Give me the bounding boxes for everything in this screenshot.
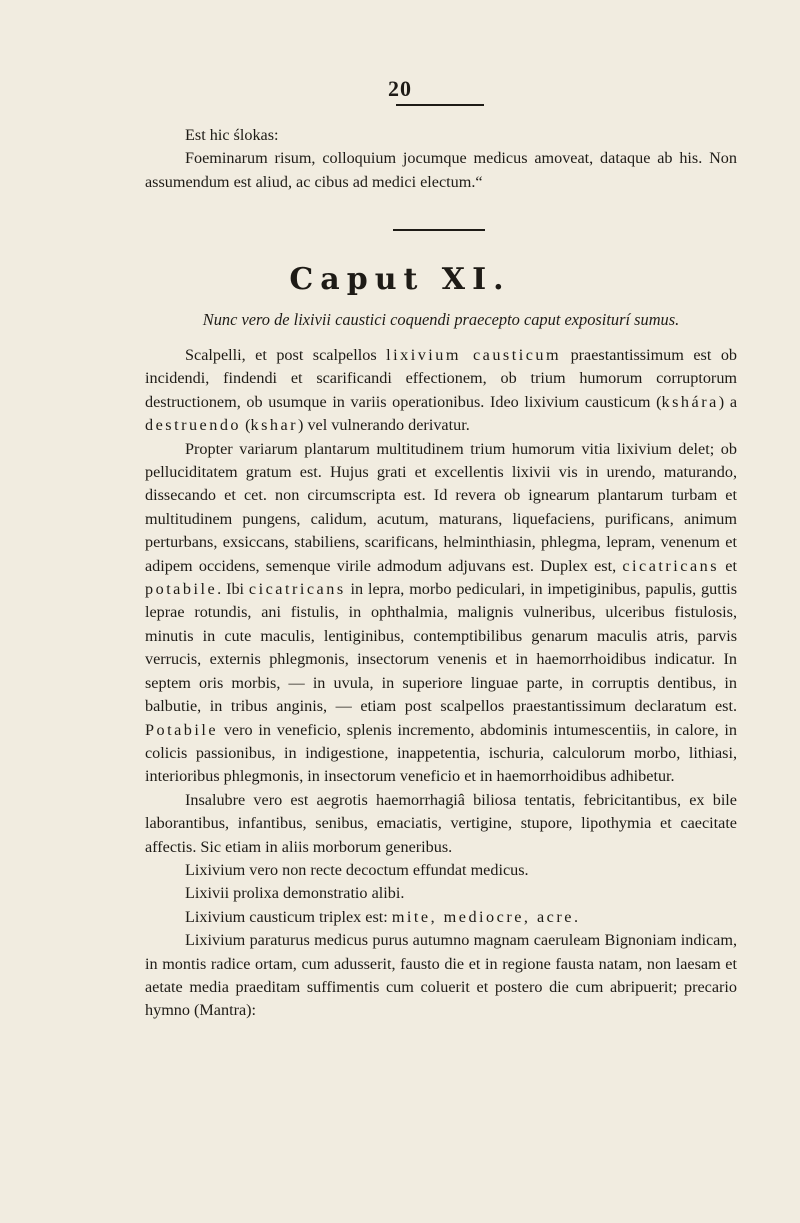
page-number: 20 xyxy=(388,76,412,101)
chapter-body xyxy=(145,344,737,1023)
chapter-title: Caput XI. xyxy=(289,262,511,297)
paragraph-2: Propter variarum plantarum multitudinem trium humorum vitia lixivium delet; ob pelluciditatem gratum est. Hujus grati et excellentis lixivii vis in urendo, maturando, dissecando et cet. non circumscripta est. Id revera ob ignearum plantarum turbam et multitudinem pungens, calidum, acutum, maturans, liquefaciens, purificans, animum perturbans, exsiccans, stabiliens, scarificans, helminthiasin, phlegma, lepram, venenum et adipem occidens, semenque virile admodum adjuvans est. Duplex est, cicatricans et potabile. Ibi cicatricans in lepra, morbo pediculari, in impetiginibus, papulis, guttis leprae rotundis, ani fistulis, in ophthalmia, malignis vulneribus, ulceribus fistulosis, minutis in cute maculis, lentiginibus, contemptibilibus genarum maculis atris, parvis verrucis, externis phlegmonis, insectorum venenis et in haemorrhoidibus indicatur. In septem oris morbis, — in uvula, in superiore linguae parte, in corruptis dentibus, in balbutie, in tribus anginis, — etiam post scalpellos praestantissimum declaratum est. Potabile vero in veneficio, splenis incremento, abdominis intumescentiis, in calore, in colicis passionibus, in indigestione, inappetentia, ischuria, calculorum morbo, lithiasi, interioribus phlegmonis, in insectorum veneficio et in haemorrhoidibus adhibetur. xyxy=(145,439,737,786)
paragraph-5: Lixivii prolixa demonstratio alibi. xyxy=(185,884,405,903)
intro-line-2: Foeminarum risum, colloquium jocumque medicus amoveat, dataque ab his. Non assumendum est aliud, ac cibus ad medici electum.“ xyxy=(145,149,737,191)
paragraph-7: Lixivium paraturus medicus purus autumno magnam caeruleam Bignoniam indicam, in montis radice ortam, cum adusserit, fausto die et in regione fausta natam, non laesam et aetate media praeditam suffimentis cum coluerit et postero die cum abripuerit; precario hymno (Mantra): xyxy=(145,931,737,1020)
chapter-subtitle: Nunc vero de lixivii caustici coquendi praecepto caput expositurí sumus. xyxy=(202,310,680,329)
section-divider xyxy=(393,229,485,231)
paragraph-1: Scalpelli, et post scalpellos lixivium causticum praestantissimum est ob incidendi, findendi et scarificandi effectionem, ob trium humorum corruptorum destructionem, ob usumque in variis operationibus. Ideo lixivium causticum (kshára) a destruendo (kshar) vel vulnerando derivatur. xyxy=(145,346,738,435)
intro-block xyxy=(145,124,737,194)
header-rule xyxy=(396,104,484,106)
paragraph-6: Lixivium causticum triplex est: mite, mediocre, acre. xyxy=(185,907,578,926)
paragraph-3: Insalubre vero est aegrotis haemorrhagiâ biliosa tentatis, febricitantibus, ex bile laborantibus, infantibus, senibus, emaciatis, vertigine, stupore, lipothymia et caecitate affectis. Sic etiam in aliis morborum generibus. xyxy=(145,790,737,856)
paragraph-4: Lixivium vero non recte decoctum effundat medicus. xyxy=(185,860,529,879)
intro-line-1: Est hic ślokas: xyxy=(185,126,279,144)
